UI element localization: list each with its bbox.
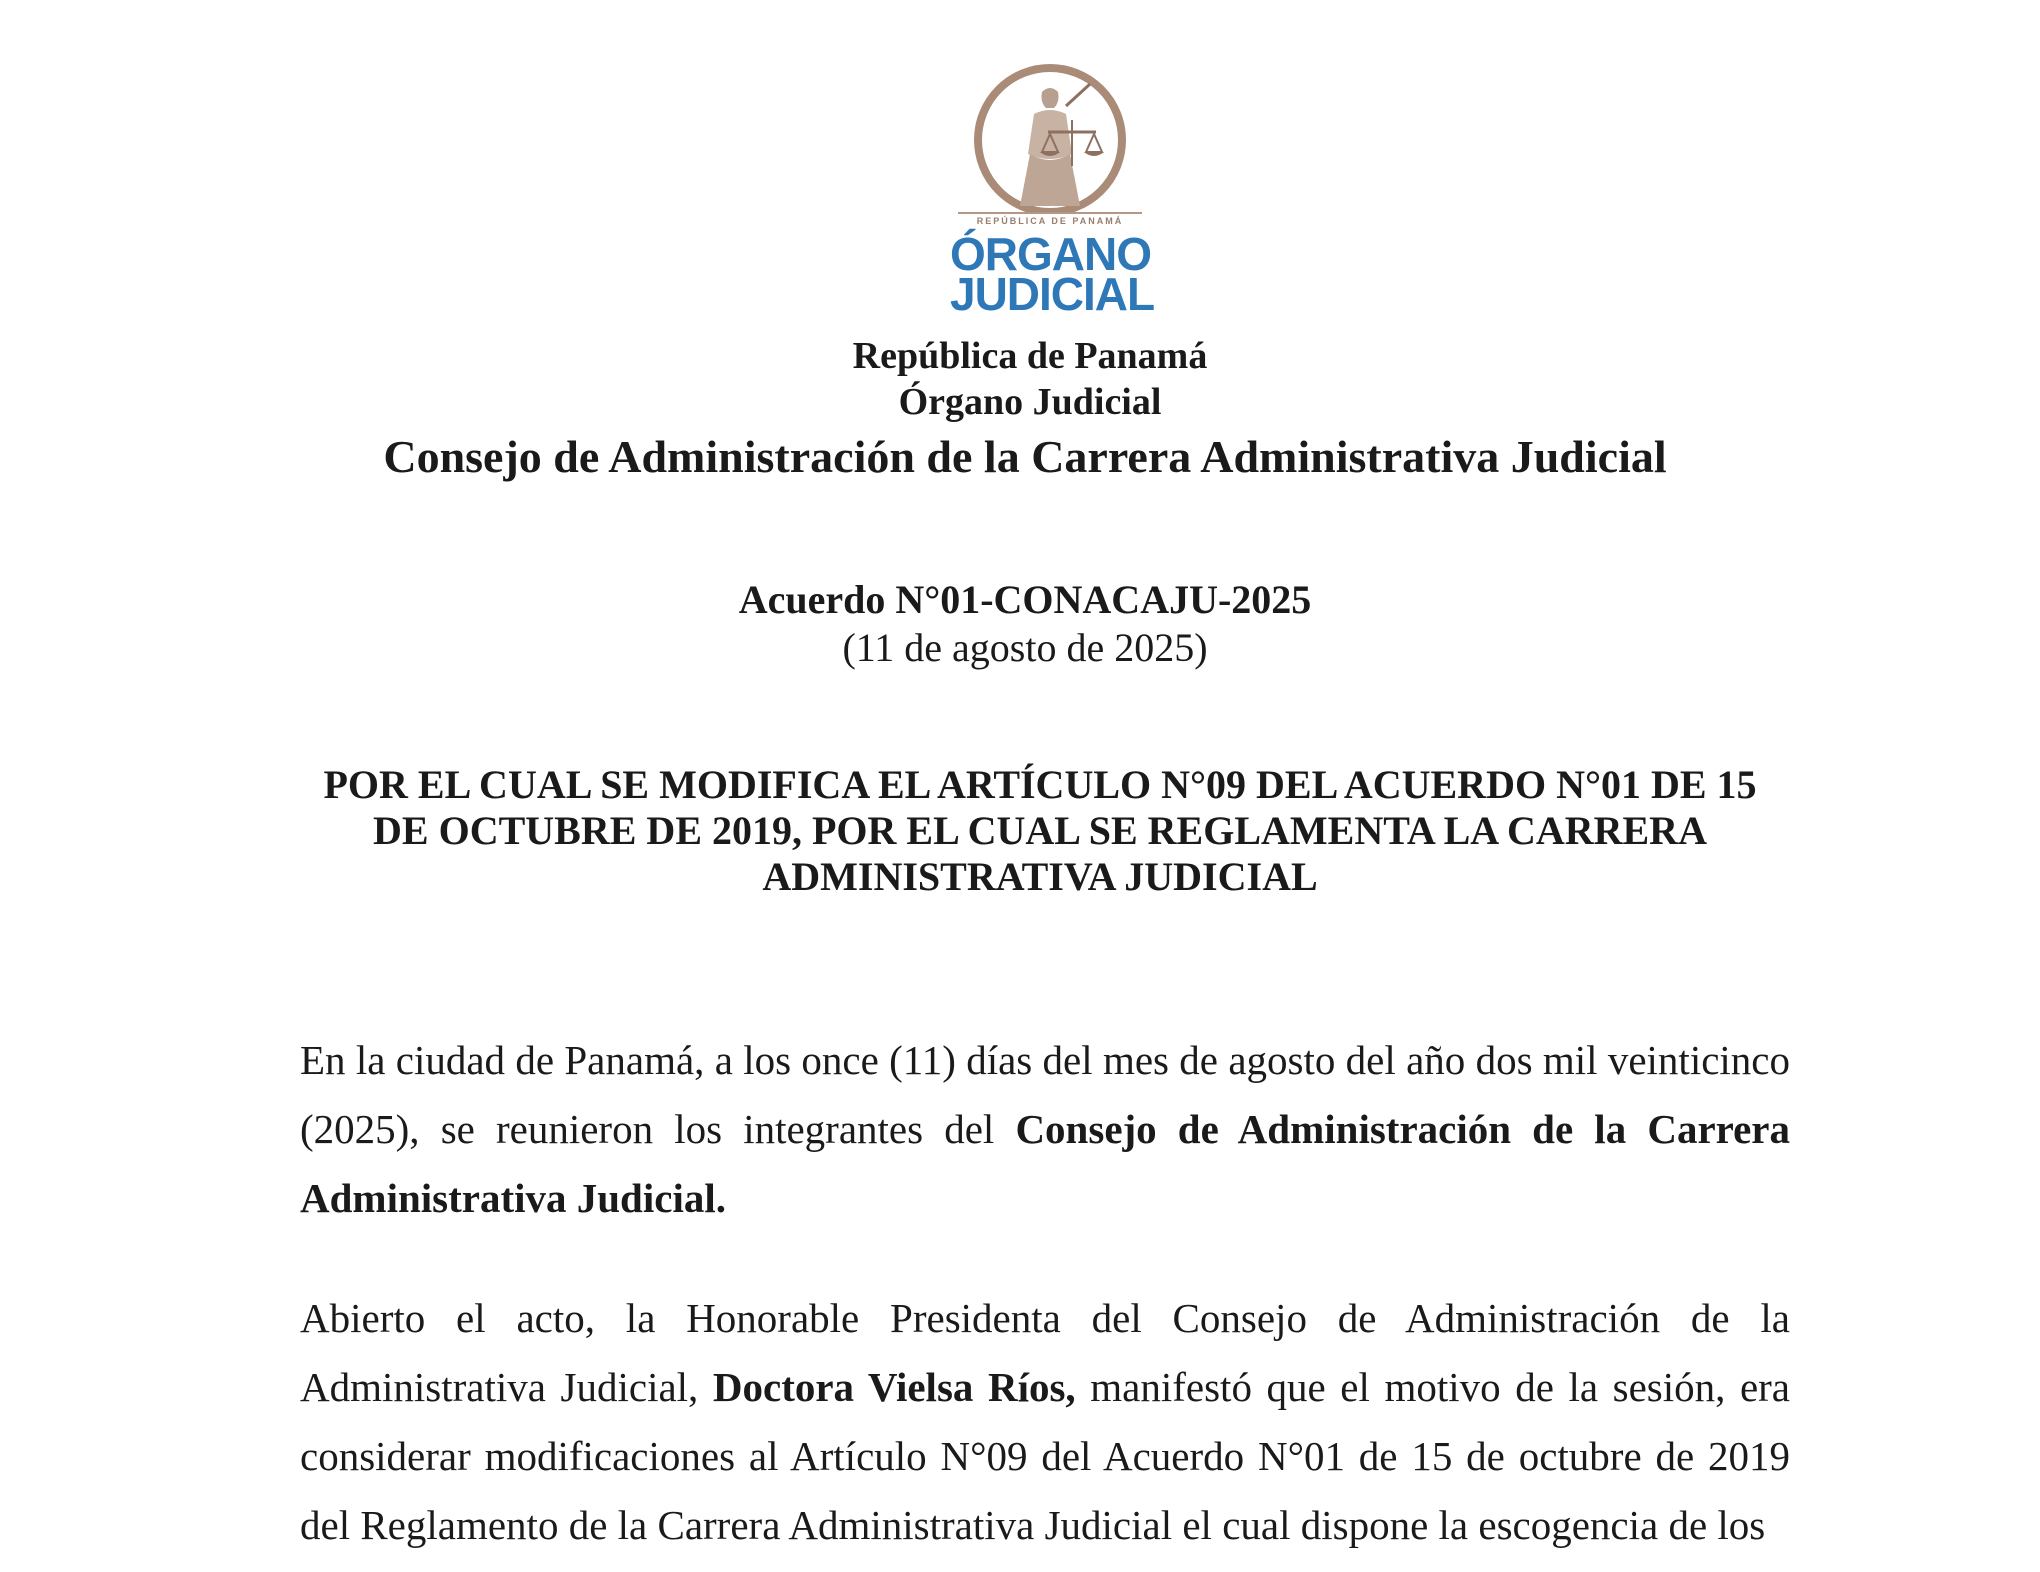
agreement-number: Acuerdo N°01-CONACAJU-2025 bbox=[738, 577, 1312, 622]
paragraph-1 bbox=[300, 1026, 1790, 1233]
document-title: POR EL CUAL SE MODIFICA EL ARTÍCULO N°09 DEL ACUERDO N°01 DE 15 DE OCTUBRE DE 2019, POR EL CUAL SE REGLAMENTA LA CARRERA ADMINISTRATIVA JUDICIAL bbox=[323, 762, 1757, 899]
paragraph-2-text-a: Abierto el acto, la Honorable Presidenta del Consejo de Administración de la Administrativa Judicial, bbox=[300, 1295, 1790, 1410]
agreement-date: (11 de agosto de 2025) bbox=[842, 625, 1208, 670]
header-country: República de Panamá bbox=[852, 335, 1208, 377]
justice-emblem-icon bbox=[950, 62, 1150, 212]
paragraph-1-bold: Consejo de Administración de la Carrera Administrativa Judicial. bbox=[300, 1106, 1790, 1221]
logo-organo-text: ÓRGANO bbox=[950, 228, 1151, 280]
header-organ: Órgano Judicial bbox=[898, 381, 1162, 423]
paragraph-2-text-b: manifestó que el motivo de la sesión, era considerar modificaciones al Artículo N°09 del Acuerdo N°01 de 15 de octubre de 2019 del Reglamento de la Carrera Administrativa Judicial el cual dispone la escogencia de los bbox=[300, 1364, 1790, 1548]
paragraph-1-text: En la ciudad de Panamá, a los once (11) días del mes de agosto del año dos mil veinticinco (2025), se reunieron los integrantes del bbox=[300, 1037, 1790, 1152]
logo-country-text: REPÚBLICA DE PANAMÁ bbox=[958, 212, 1142, 226]
paragraph-2-bold: Doctora Vielsa Ríos, bbox=[712, 1364, 1076, 1410]
paragraph-2 bbox=[300, 1284, 1790, 1560]
logo-judicial-text: JUDICIAL bbox=[950, 268, 1155, 320]
organo-judicial-logo bbox=[950, 62, 1155, 320]
header-council: Consejo de Administración de la Carrera Administrativa Judicial bbox=[383, 431, 1667, 482]
